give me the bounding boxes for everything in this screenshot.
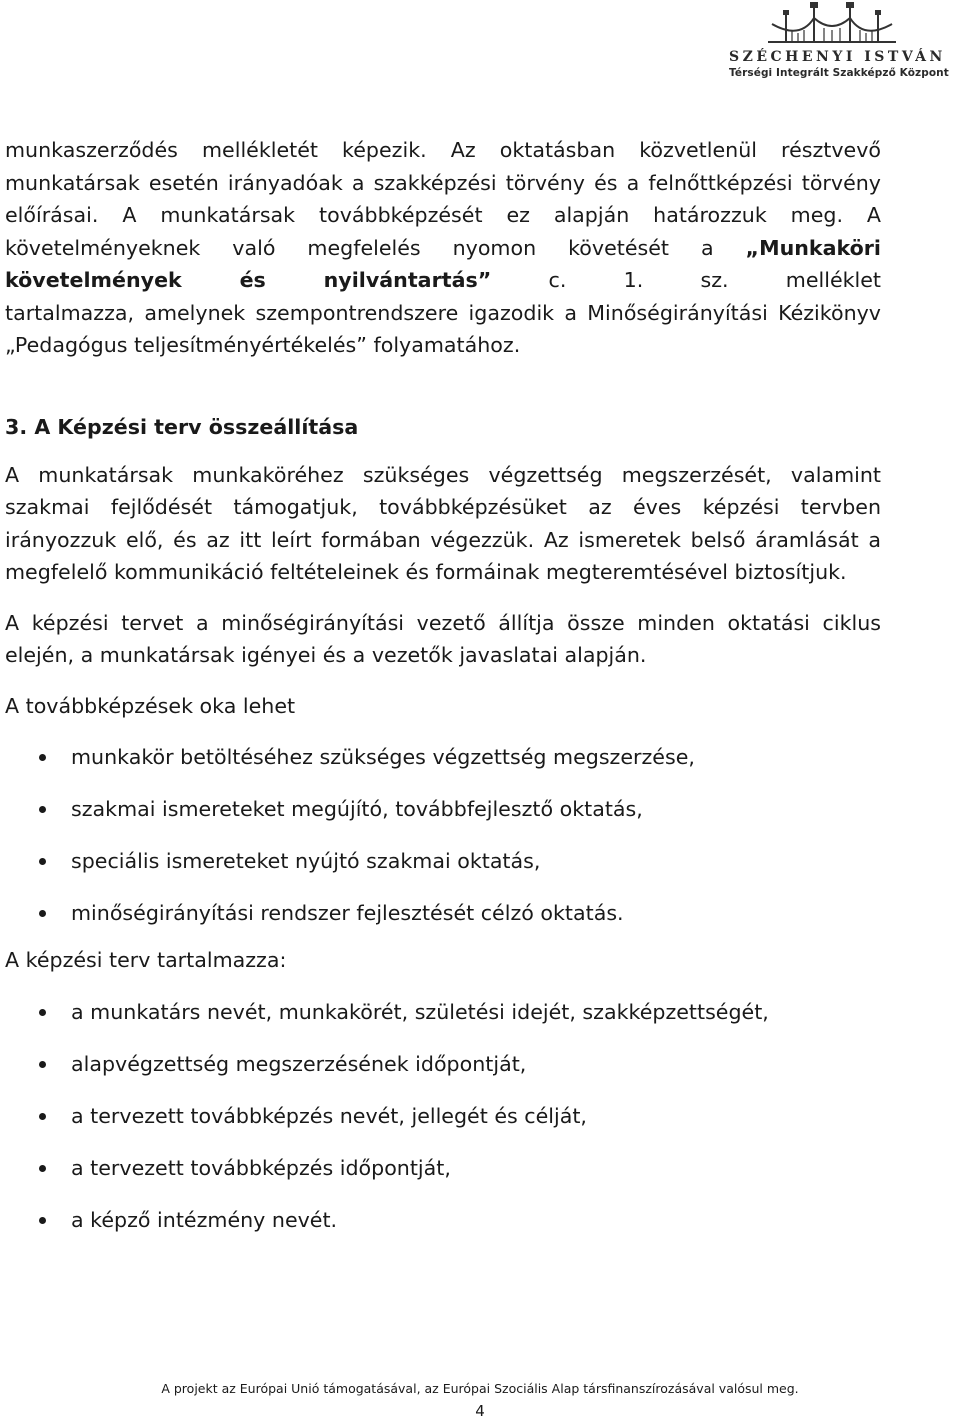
bullet-icon <box>39 1009 46 1016</box>
bullet-icon <box>39 1165 46 1172</box>
bold-title-text: Munkaköri követelmények és nyilvántartás <box>5 235 881 292</box>
intro-paragraph-continued: tartalmazza, amelynek szempontrendszere igazodik a Minőségirányítási Kézikönyv „Pedagógus teljesítményértékelés” folyamatához. <box>5 300 881 357</box>
list-item: a tervezett továbbképzés időpontját, <box>5 1155 881 1181</box>
bullet-icon <box>39 806 46 813</box>
page-number: 4 <box>475 1402 485 1420</box>
list-item: munkakör betöltéséhez szükséges végzettség megszerzése, <box>5 744 881 770</box>
logo-name: SZÉCHENYI ISTVÁN <box>729 49 946 65</box>
quote-close: ” <box>477 268 492 292</box>
institution-logo <box>729 0 949 79</box>
section-paragraph-2: A képzési tervet a minőségirányítási vezető állítja össze minden oktatási ciklus elején, a munkatársak igényei és a vezetők javaslatai alapján. <box>5 610 881 667</box>
list-item: speciális ismereteket nyújtó szakmai oktatás, <box>5 848 881 874</box>
logo-subtitle: Térségi Integrált Szakképző Központ <box>729 67 949 79</box>
contents-intro: A képzési terv tartalmazza: <box>5 948 287 972</box>
reasons-list <box>5 744 881 926</box>
bullet-icon <box>39 1217 46 1224</box>
document-body <box>5 134 881 1233</box>
bullet-icon <box>39 1113 46 1120</box>
intro-text-part1: munkaszerződés mellékletét képezik. Az oktatásban közvetlenül résztvevő munkatársak esetén irányadóak a szakképzési törvény és a felnőttképzési törvény előírásai. A munkatársak továbbképzését ez alapján határozzuk meg. A követelményeknek való megfelelés nyomon követését a <box>5 138 881 260</box>
list-item: alapvégzettség megszerzésének időpontját, <box>5 1051 881 1077</box>
contents-list <box>5 999 881 1233</box>
list-item: minőségirányítási rendszer fejlesztését célzó oktatás. <box>5 900 881 926</box>
list-item: a képző intézmény nevét. <box>5 1207 881 1233</box>
section-heading: 3. A Képzési terv összeállítása <box>5 414 359 439</box>
section-paragraph-1: A munkatársak munkaköréhez szükséges végzettség megszerzését, valamint szakmai fejlődését támogatjuk, továbbképzésüket az éves képzési tervben irányozzuk elő, és az itt leírt formában végezzük. Az ismeretek belső áramlását a megfelelő kommunikáció feltételeinek és formáinak megteremtésével biztosítjuk. <box>5 462 881 584</box>
list-item: a munkatárs nevét, munkakörét, születési idejét, szakképzettségét, <box>5 999 881 1025</box>
footer-note: A projekt az Európai Unió támogatásával, az Európai Szociális Alap társfinanszírozásával valósul meg. <box>161 1381 799 1396</box>
quote-open: „ <box>745 235 760 260</box>
list-item: szakmai ismereteket megújító, továbbfejlesztő oktatás, <box>5 796 881 822</box>
bridge-emblem-icon <box>762 0 902 46</box>
reasons-intro: A továbbképzések oka lehet <box>5 693 296 718</box>
intro-text-part2: c. 1. sz. melléklet <box>491 268 882 292</box>
bullet-icon <box>39 754 46 761</box>
bullet-icon <box>39 1061 46 1068</box>
list-item: a tervezett továbbképzés nevét, jellegét és célját, <box>5 1103 881 1129</box>
intro-paragraph <box>5 134 881 297</box>
bullet-icon <box>39 910 46 917</box>
bullet-icon <box>39 858 46 865</box>
